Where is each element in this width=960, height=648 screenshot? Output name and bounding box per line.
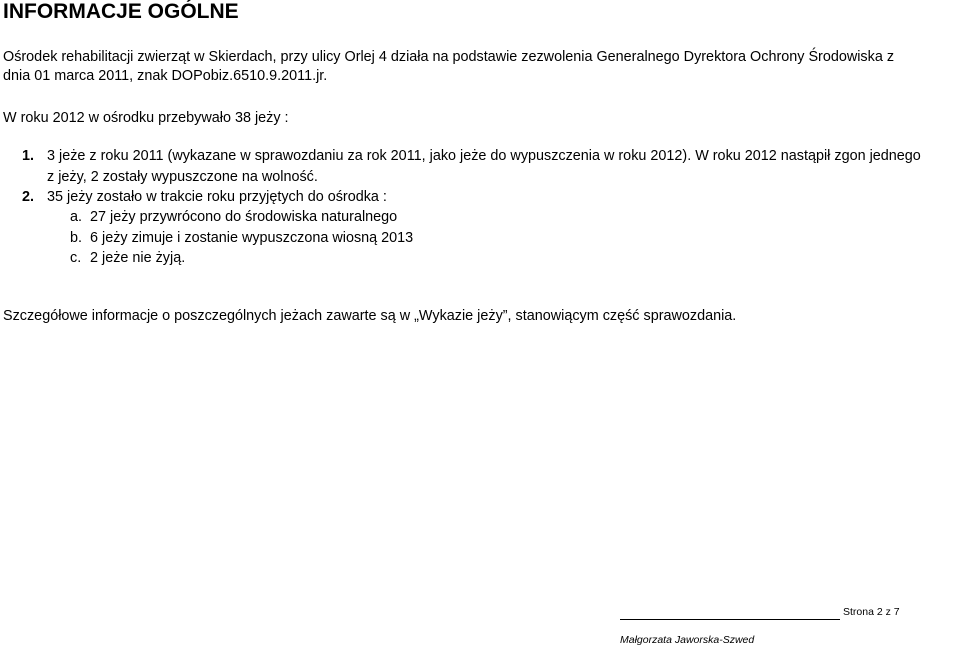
sublist-item-a-marker: a. — [70, 209, 83, 225]
sublist-item-b-marker: b. — [70, 230, 83, 246]
list-item-2-number: 2. — [22, 189, 35, 205]
summary-paragraph: W roku 2012 w ośrodku przebywało 38 jeży : — [3, 110, 289, 126]
sublist-item-c-marker: c. — [70, 250, 82, 266]
footer-page-number: Strona 2 z 7 — [843, 606, 900, 618]
section-heading: INFORMACJE OGÓLNE — [3, 0, 239, 23]
intro-paragraph-line-2: dnia 01 marca 2011, znak DOPobiz.6510.9.2011.jr. — [3, 68, 328, 84]
sublist-item-a-text: 27 jeży przywrócono do środowiska naturalnego — [90, 209, 398, 225]
list-item-1-line-2: z jeży, 2 zostały wypuszczone na wolność. — [47, 169, 318, 185]
list-item-2-text: 35 jeży zostało w trakcie roku przyjętych do ośrodka : — [47, 189, 387, 205]
footer-author: Małgorzata Jaworska-Szwed — [620, 634, 755, 646]
intro-paragraph-line-1: Ośrodek rehabilitacji zwierząt w Skierdach, przy ulicy Orlej 4 działa na podstawie zezwolenia Generalnego Dyrektora Ochrony Środowiska z — [3, 49, 895, 65]
list-item-1-number: 1. — [22, 148, 35, 164]
details-paragraph: Szczegółowe informacje o poszczególnych jeżach zawarte są w „Wykazie jeży”, stanowiącym część sprawozdania. — [3, 308, 737, 324]
list-item-1-line-1: 3 jeże z roku 2011 (wykazane w sprawozdaniu za rok 2011, jako jeże do wypuszczenia w roku 2012). W roku 2012 nastąpił zgon jednego — [47, 148, 921, 164]
sublist-item-b-text: 6 jeży zimuje i zostanie wypuszczona wiosną 2013 — [90, 230, 414, 246]
footer-divider — [620, 619, 840, 620]
sublist-item-c-text: 2 jeże nie żyją. — [90, 250, 186, 266]
